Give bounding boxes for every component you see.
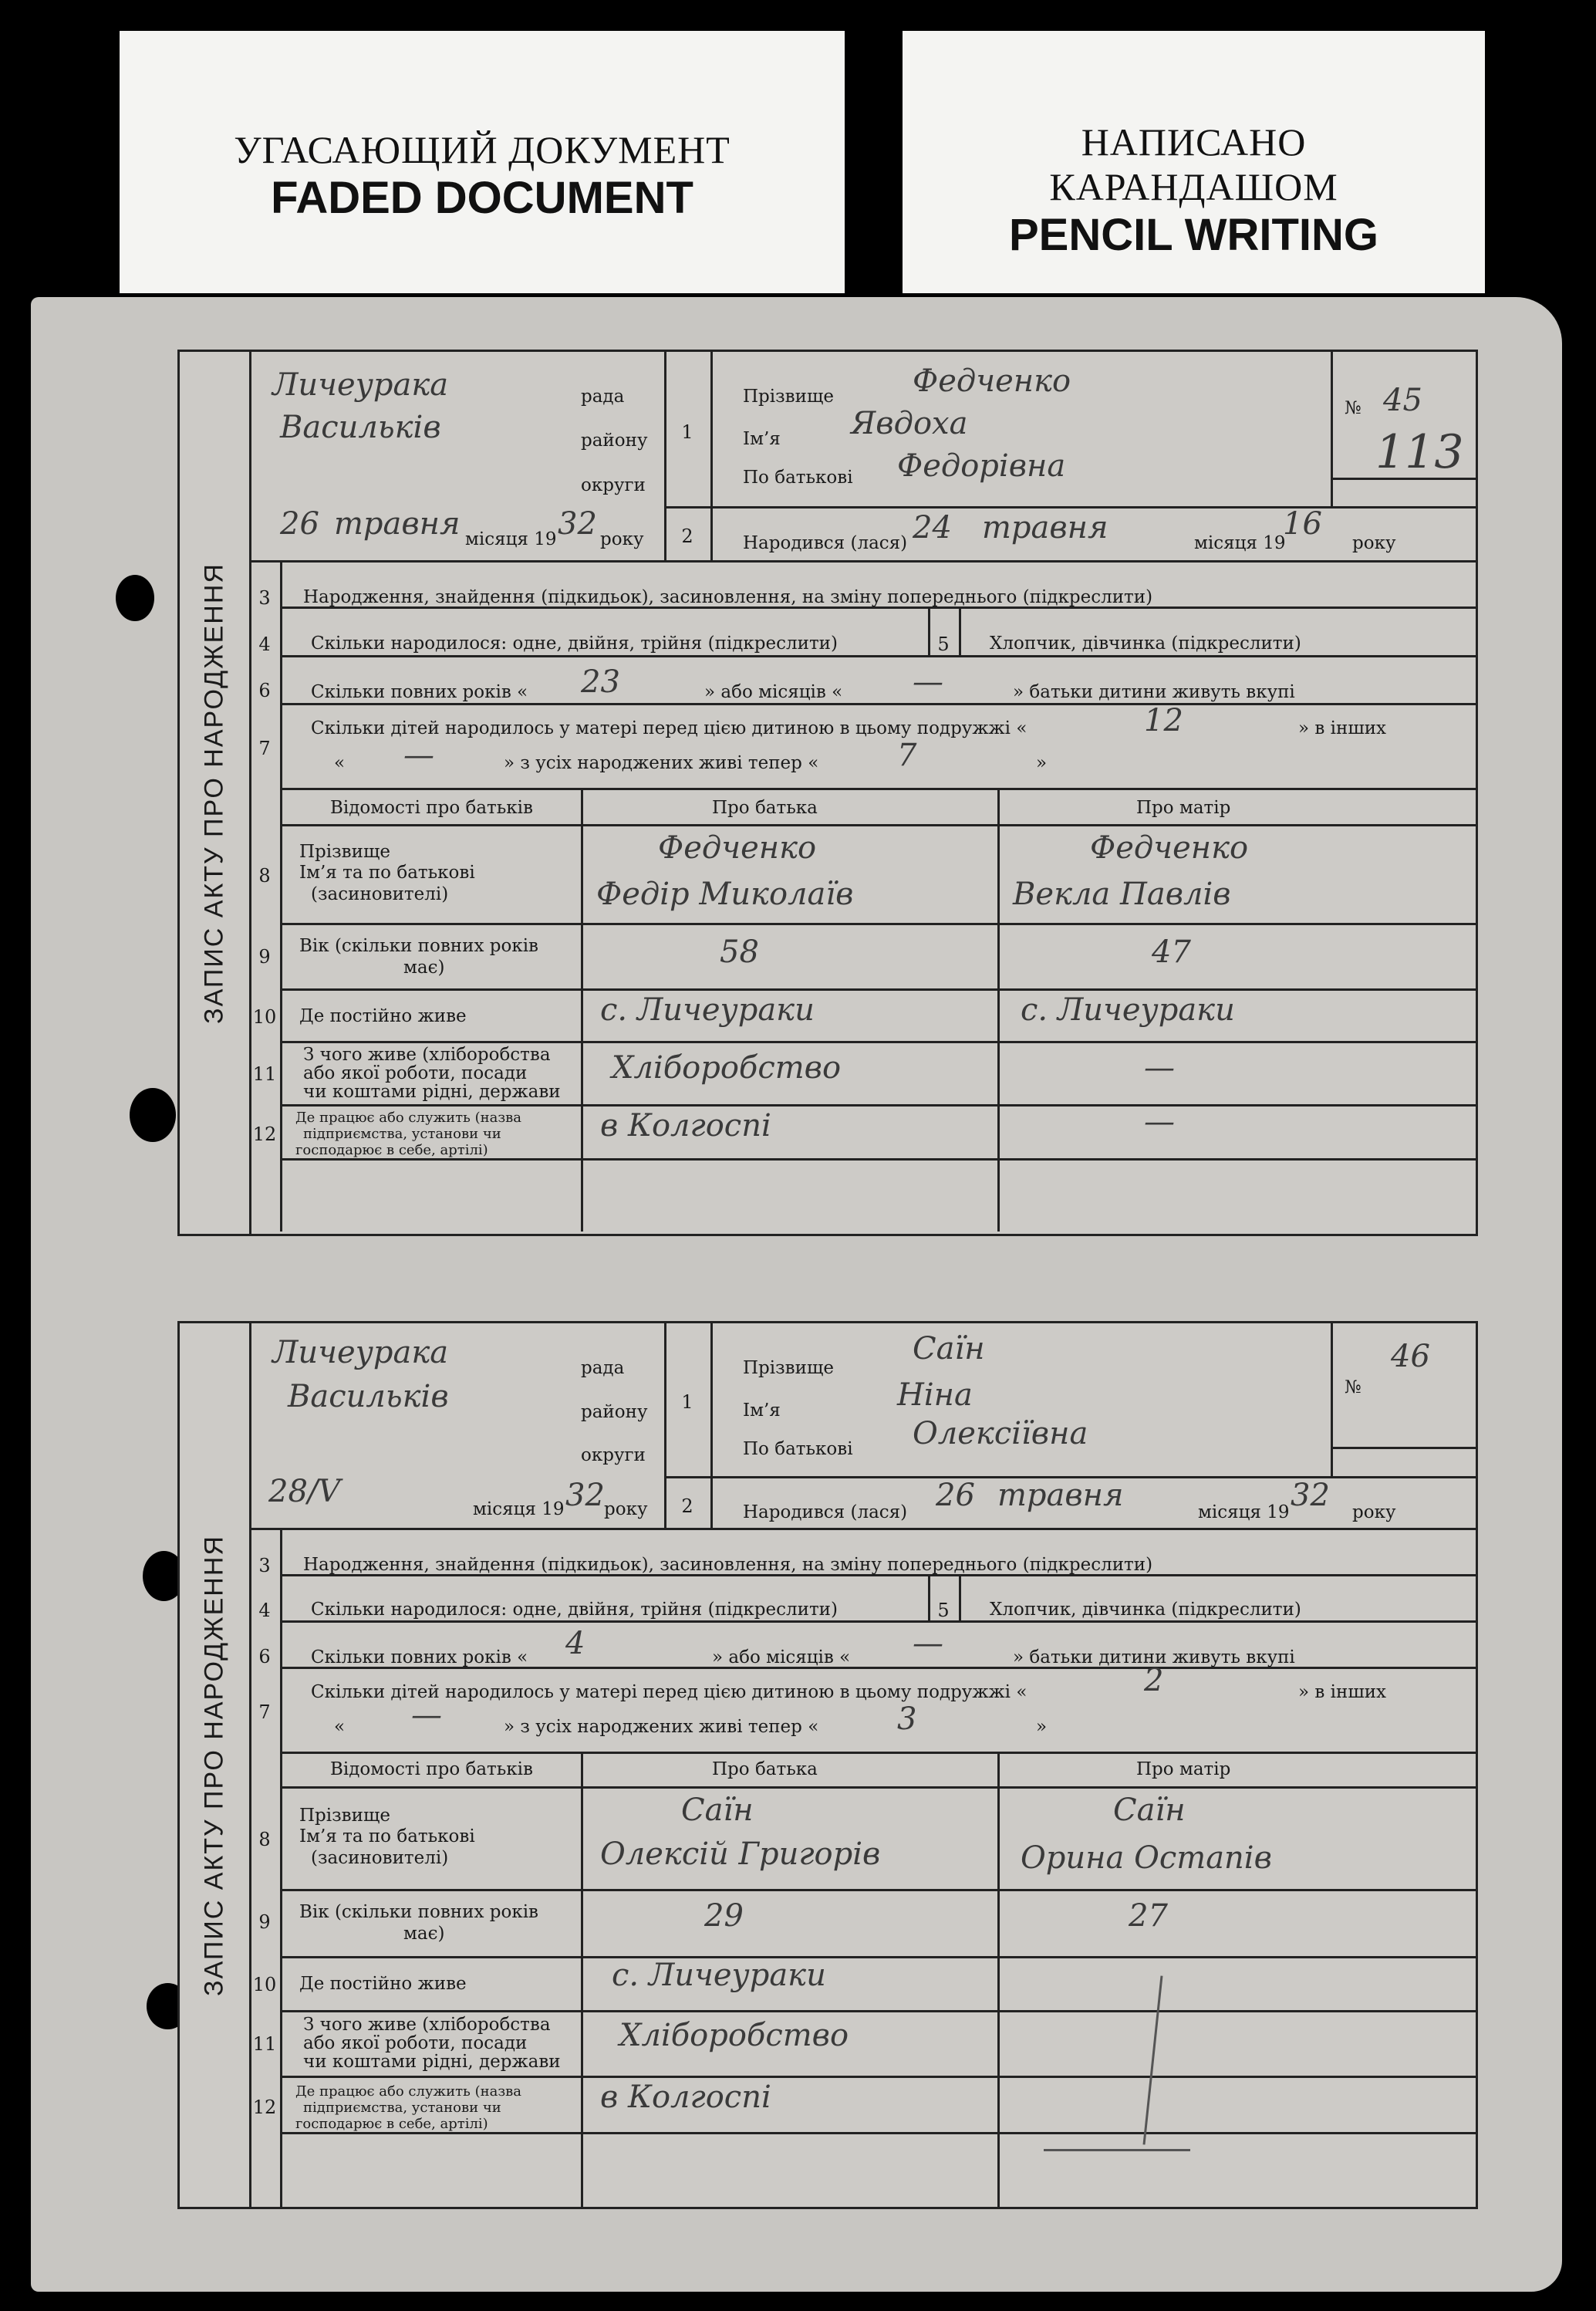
row8-text-b: Ім’я та по батькові [299, 1826, 475, 1846]
patronymic-label: По батькові [743, 468, 853, 488]
row-number: 11 [252, 1063, 277, 1085]
father-work-value: в Колгоспі [600, 2080, 771, 2115]
birth-month-label: місяця 19 [1194, 533, 1286, 553]
row12-text-c: господарює в себе, артілі) [295, 2116, 488, 2132]
row6-text-a: Скільки повних років « [311, 1647, 528, 1667]
side-title: ЗАПИС АКТУ ПРО НАРОДЖЕННЯ [199, 562, 229, 1024]
pencil-label-en: PENCIL WRITING [1008, 210, 1379, 260]
reg-month-label: місяця 19 [465, 529, 557, 549]
okruhy-label: округи [581, 1445, 646, 1465]
reg-year-value: 32 [558, 506, 597, 542]
mother-surname-value: Саїн [1113, 1792, 1186, 1828]
children-before-value: 2 [1144, 1663, 1164, 1698]
name-value: Ніна [897, 1377, 973, 1413]
birth-day-value: 24 [913, 510, 952, 546]
row12-text-a: Де працює або служить (назва [295, 2083, 522, 2100]
row-number: 3 [258, 587, 271, 609]
birth-year-label: року [1352, 533, 1396, 553]
row6-text-c: » батьки дитини живуть вкупі [1013, 682, 1295, 702]
surname-value: Саїн [913, 1331, 985, 1367]
side-title-box [180, 352, 251, 1234]
row5-text: Хлопчик, дівчинка (підкреслити) [990, 633, 1301, 654]
row-number: 5 [937, 1600, 950, 1621]
row3-text: Народження, знайдення (підкидьок), засиновлення, на зміну попереднього (підкреслити) [303, 587, 1153, 607]
father-surname-value: Федченко [658, 830, 817, 866]
row-number: 12 [252, 2096, 277, 2118]
father-occupation-value: Хліборобство [619, 2018, 849, 2053]
rada-label: рада [581, 387, 625, 407]
row-number: 6 [258, 680, 271, 701]
reg-day-value: 26 [280, 506, 319, 542]
rada-label: рада [581, 1358, 625, 1378]
father-age-value: 29 [704, 1898, 744, 1934]
alive-value: 7 [897, 738, 917, 773]
faded-label-ru: УГАСАЮЩИЙ ДОКУМЕНТ [234, 128, 731, 171]
born-label: Народився (лася) [743, 1502, 908, 1522]
mother-header: Про матір [1136, 1759, 1231, 1779]
pencil-stroke [1143, 1975, 1163, 2144]
row7-text-a: Скільки дітей народилось у матері перед цією дитиною в цьому подружжі « [311, 718, 1027, 738]
okruhy-label: округи [581, 475, 646, 495]
row8-text-c: (засиновителі) [311, 1848, 449, 1868]
row-number: 1 [681, 1391, 693, 1413]
record-number-label: № [1345, 398, 1361, 418]
row6-text-c: » батьки дитини живуть вкупі [1013, 1647, 1295, 1667]
mother-age-value: 27 [1129, 1898, 1168, 1934]
row8-text-b: Ім’я та по батькові [299, 863, 475, 883]
row12-text-a: Де працює або служить (назва [295, 1110, 522, 1126]
row7-text-e: » [1036, 1717, 1048, 1737]
punch-hole [116, 575, 154, 621]
row11-text-a: З чого живе (хліборобства [303, 1045, 551, 1065]
row7-text-e: » [1036, 753, 1048, 773]
months-together-value: — [913, 664, 943, 700]
row-number: 3 [258, 1555, 271, 1576]
mother-residence-value: с. Личеураки [1021, 992, 1235, 1028]
father-header: Про батька [712, 1759, 818, 1779]
birth-month-label: місяця 19 [1198, 1502, 1290, 1522]
birth-month-value: травня [982, 510, 1108, 546]
row-number: 8 [258, 865, 271, 887]
row-number: 10 [252, 1974, 277, 1995]
row-number: 7 [258, 1701, 271, 1723]
row7-text-c: « [334, 1717, 346, 1737]
name-label: Ім’я [743, 429, 781, 449]
row-number: 1 [681, 421, 693, 443]
row4-text: Скільки народилося: одне, двійня, трійня (підкреслити) [311, 1600, 838, 1620]
children-other-value: — [411, 1698, 442, 1733]
years-together-value: 23 [581, 664, 620, 700]
birth-record-1 [177, 350, 1478, 1236]
pencil-label-ru-1: НАПИСАНО [1081, 120, 1307, 164]
father-age-value: 58 [720, 934, 759, 970]
row6-text-a: Скільки повних років « [311, 682, 528, 702]
row12-text-b: підприємства, установи чи [303, 1126, 501, 1142]
row-number: 5 [937, 633, 950, 655]
children-before-value: 12 [1144, 703, 1183, 738]
row9-text-b: має) [403, 958, 445, 978]
surname-label: Прізвище [743, 387, 834, 407]
mother-occupation-value: — [1144, 1050, 1175, 1086]
birth-month-value: травня [997, 1478, 1124, 1513]
faded-label-en: FADED DOCUMENT [271, 173, 693, 223]
father-residence-value: с. Личеураки [600, 992, 815, 1028]
mother-age-value: 47 [1152, 934, 1191, 970]
row-number: 7 [258, 738, 271, 759]
row7-text-d: » з усіх народжених живі тепер « [504, 1717, 819, 1737]
row-number: 9 [258, 1911, 271, 1933]
raion-value: Васильків [280, 410, 441, 445]
row-number: 9 [258, 946, 271, 968]
row7-text-d: » з усіх народжених живі тепер « [504, 753, 819, 773]
raion-label: району [581, 1402, 648, 1422]
surname-value: Федченко [913, 363, 1071, 399]
mother-name-value: Орина Остапів [1021, 1840, 1272, 1876]
surname-label: Прізвище [743, 1358, 834, 1378]
mother-header: Про матір [1136, 798, 1231, 818]
row-number: 2 [681, 525, 693, 547]
side-title-box [180, 1323, 251, 2207]
birth-day-value: 26 [936, 1478, 975, 1513]
reg-month-value: травня [334, 506, 461, 542]
row11-text-c: чи коштами рідні, держави [303, 2052, 561, 2072]
father-work-value: в Колгоспі [600, 1108, 771, 1144]
parents-header: Відомості про батьків [330, 1759, 533, 1779]
row8-text-a: Прізвище [299, 1806, 390, 1826]
record-number-label: № [1345, 1377, 1361, 1397]
reg-day-value: 28/V [268, 1474, 341, 1509]
children-other-value: — [403, 738, 434, 773]
row12-text-b: підприємства, установи чи [303, 2100, 501, 2116]
row7-text-b: » в інших [1298, 718, 1387, 738]
father-name-value: Олексій Григорів [600, 1836, 881, 1872]
pencil-label-ru-2: КАРАНДАШОМ [1049, 165, 1338, 208]
years-together-value: 4 [565, 1626, 585, 1661]
father-residence-value: с. Личеураки [612, 1958, 826, 1993]
rada-value: Личеурака [272, 1335, 449, 1370]
row12-text-c: господарює в себе, артілі) [295, 1142, 488, 1158]
father-header: Про батька [712, 798, 818, 818]
pencil-stroke [1044, 2149, 1190, 2151]
mother-work-value: — [1144, 1104, 1175, 1140]
row8-text-a: Прізвище [299, 842, 390, 862]
punch-hole [130, 1088, 176, 1142]
pencil-writing-label [903, 31, 1485, 293]
row8-text-c: (засиновителі) [311, 884, 449, 904]
reg-year-label: року [604, 1499, 648, 1519]
father-occupation-value: Хліборобство [612, 1050, 842, 1086]
months-together-value: — [913, 1626, 943, 1661]
row7-text-a: Скільки дітей народилось у матері перед цією дитиною в цьому подружжі « [311, 1682, 1027, 1702]
row4-text: Скільки народилося: одне, двійня, трійня (підкреслити) [311, 633, 838, 654]
birth-record-2 [177, 1321, 1478, 2209]
name-value: Явдоха [851, 406, 968, 441]
record-number-value: 46 [1391, 1339, 1430, 1374]
row11-text-b: або якої роботи, посади [303, 2033, 528, 2053]
parents-header: Відомості про батьків [330, 798, 533, 818]
row3-text: Народження, знайдення (підкидьок), засиновлення, на зміну попереднього (підкреслити) [303, 1555, 1153, 1575]
patronymic-label: По батькові [743, 1439, 853, 1459]
row-number: 2 [681, 1495, 693, 1517]
row11-text-c: чи коштами рідні, держави [303, 1082, 561, 1102]
reg-year-label: року [600, 529, 644, 549]
side-title: ЗАПИС АКТУ ПРО НАРОДЖЕННЯ [199, 1534, 229, 1996]
mother-surname-value: Федченко [1090, 830, 1249, 866]
row10-text: Де постійно живе [299, 1974, 467, 1994]
patronymic-value: Федорівна [897, 448, 1066, 484]
faded-document-label [120, 31, 845, 293]
row-number: 6 [258, 1646, 271, 1667]
record-number-value: 45 [1383, 383, 1422, 418]
father-name-value: Федір Миколаїв [596, 877, 854, 912]
row6-text-b: » або місяців « [712, 1647, 851, 1667]
rada-value: Личеурака [272, 367, 449, 403]
birth-year-value: 32 [1291, 1478, 1330, 1513]
row-number: 4 [258, 1600, 271, 1621]
father-surname-value: Саїн [681, 1792, 754, 1828]
row9-text-b: має) [403, 1924, 445, 1944]
row-number: 11 [252, 2033, 277, 2055]
patronymic-value: Олексіївна [913, 1416, 1088, 1451]
born-label: Народився (лася) [743, 533, 908, 553]
row11-text-a: З чого живе (хліборобства [303, 2015, 551, 2035]
reg-year-value: 32 [565, 1478, 605, 1513]
row-number: 8 [258, 1829, 271, 1850]
row9-text-a: Вік (скільки повних років [299, 1902, 538, 1922]
birth-year-label: року [1352, 1502, 1396, 1522]
row7-text-b: » в інших [1298, 1682, 1387, 1702]
raion-value: Васильків [288, 1379, 449, 1414]
name-label: Ім’я [743, 1400, 781, 1421]
record-number-extra: 113 [1375, 425, 1464, 479]
birth-year-value: 16 [1283, 506, 1322, 542]
row11-text-b: або якої роботи, посади [303, 1063, 528, 1083]
row-number: 12 [252, 1123, 277, 1145]
row9-text-a: Вік (скільки повних років [299, 936, 538, 956]
row-number: 4 [258, 633, 271, 655]
mother-name-value: Векла Павлів [1013, 877, 1231, 912]
row10-text: Де постійно живе [299, 1006, 467, 1026]
row5-text: Хлопчик, дівчинка (підкреслити) [990, 1600, 1301, 1620]
row-number: 10 [252, 1006, 277, 1028]
row6-text-b: » або місяців « [704, 682, 843, 702]
alive-value: 3 [897, 1701, 917, 1737]
raion-label: району [581, 431, 648, 451]
row7-text-c: « [334, 753, 346, 773]
reg-month-label: місяця 19 [473, 1499, 565, 1519]
